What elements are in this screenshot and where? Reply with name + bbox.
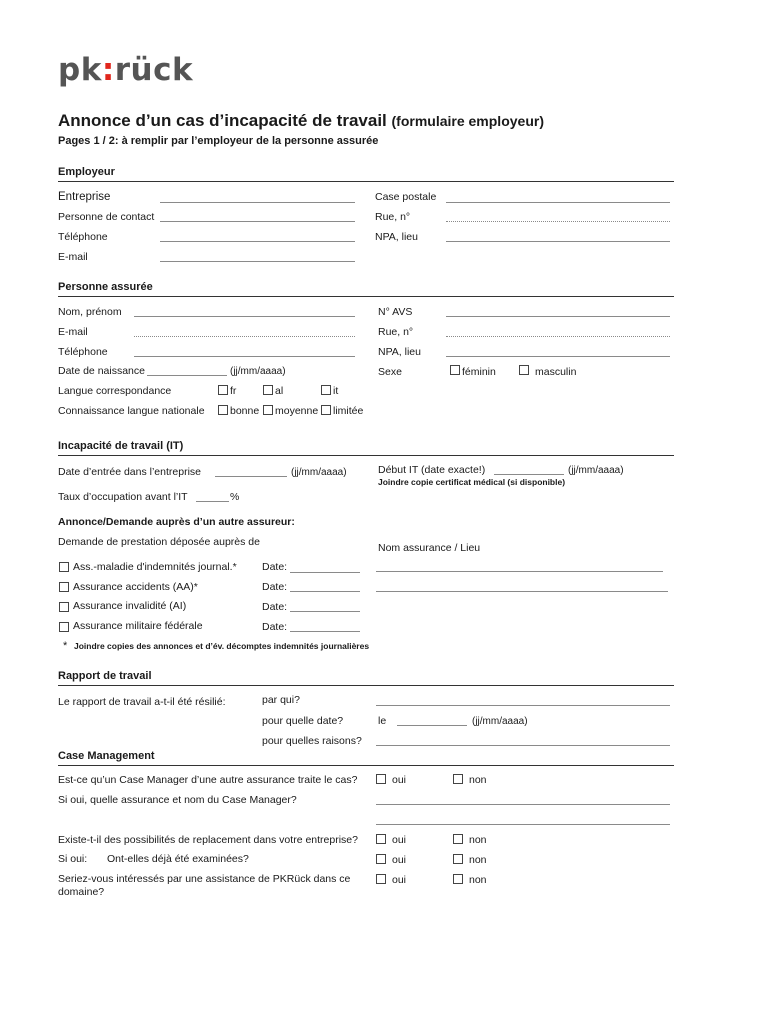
label-replacement-oui: oui bbox=[392, 834, 407, 846]
label-moyenne: moyenne bbox=[275, 405, 319, 417]
label-date-assurance-militaire: Date: bbox=[262, 621, 288, 633]
section-incapacite: Incapacité de travail (IT) bbox=[58, 440, 674, 456]
input-email-employeur[interactable] bbox=[160, 261, 355, 262]
checkbox-replacement-non[interactable] bbox=[453, 834, 463, 844]
input-entreprise[interactable] bbox=[160, 202, 355, 203]
label-assurance-militaire: Assurance militaire fédérale bbox=[73, 620, 203, 632]
checkbox-limitee[interactable] bbox=[321, 405, 331, 415]
label-assistance-non: non bbox=[469, 874, 487, 886]
input-taux-occupation[interactable] bbox=[196, 501, 229, 502]
input-rue-employeur[interactable] bbox=[446, 221, 670, 222]
input-nom-assurance-accidents[interactable] bbox=[376, 591, 668, 592]
input-email-assure[interactable] bbox=[134, 336, 355, 337]
label-email-employeur: E-mail bbox=[58, 251, 88, 263]
section-rapport-travail: Rapport de travail bbox=[58, 670, 674, 686]
input-date-ass-maladie[interactable] bbox=[290, 572, 360, 573]
label-email-assure: E-mail bbox=[58, 326, 88, 338]
section-employeur: Employeur bbox=[58, 166, 674, 182]
label-le: le bbox=[378, 715, 387, 727]
input-date-entree[interactable] bbox=[215, 476, 287, 477]
section-personne-assuree: Personne assurée bbox=[58, 281, 674, 297]
checkbox-langue-al[interactable] bbox=[263, 385, 273, 395]
note-asterisk: * bbox=[63, 640, 68, 652]
input-personne-contact[interactable] bbox=[160, 221, 355, 222]
label-masculin: masculin bbox=[535, 366, 577, 378]
input-npa-employeur[interactable] bbox=[446, 241, 670, 242]
section-case-management: Case Management bbox=[58, 750, 674, 766]
input-rue-assure[interactable] bbox=[446, 336, 670, 337]
input-date-assurance-accidents[interactable] bbox=[290, 591, 360, 592]
label-assurance-invalidite: Assurance invalidité (AI) bbox=[73, 600, 187, 612]
label-examinees-non: non bbox=[469, 854, 487, 866]
label-taux-occupation: Taux d’occupation avant l’IT bbox=[58, 491, 188, 503]
label-assurance-accidents: Assurance accidents (AA)* bbox=[73, 581, 198, 593]
logo-text-left: pk bbox=[58, 52, 102, 88]
label-cm-non: non bbox=[469, 774, 487, 786]
form-subtitle: Pages 1 / 2: à remplir par l’employeur de la personne assurée bbox=[58, 135, 379, 147]
checkbox-bonne[interactable] bbox=[218, 405, 228, 415]
label-date-assurance-accidents: Date: bbox=[262, 581, 288, 593]
checkbox-replacement-oui[interactable] bbox=[376, 834, 386, 844]
input-case-postale[interactable] bbox=[446, 202, 670, 203]
label-q-examinees: Ont-elles déjà été examinées? bbox=[107, 853, 249, 865]
label-pour-quelles-raisons: pour quelles raisons? bbox=[262, 735, 362, 747]
form-title bbox=[58, 111, 544, 131]
label-langue-fr: fr bbox=[230, 385, 237, 397]
label-personne-contact: Personne de contact bbox=[58, 211, 155, 223]
input-date-assurance-invalidite[interactable] bbox=[290, 611, 360, 612]
label-date-ass-maladie: Date: bbox=[262, 561, 288, 573]
label-feminin: féminin bbox=[462, 366, 496, 378]
label-rue-employeur: Rue, n° bbox=[375, 211, 411, 223]
label-examinees-oui: oui bbox=[392, 854, 407, 866]
input-telephone-assure[interactable] bbox=[134, 356, 355, 357]
label-langue: Langue correspondance bbox=[58, 385, 172, 397]
label-case-postale: Case postale bbox=[375, 191, 437, 203]
label-replacement-non: non bbox=[469, 834, 487, 846]
logo-colon: : bbox=[101, 52, 115, 88]
label-si-oui: Si oui: bbox=[58, 853, 88, 865]
checkbox-assistance-non[interactable] bbox=[453, 874, 463, 884]
label-nom-prenom: Nom, prénom bbox=[58, 306, 122, 318]
label-date-naissance: Date de naissance bbox=[58, 365, 145, 377]
heading-annonce: Annonce/Demande auprès d’un autre assureur: bbox=[58, 516, 295, 528]
input-raisons[interactable] bbox=[376, 745, 670, 746]
label-debut-it: Début IT (date exacte!) bbox=[378, 464, 486, 476]
label-cm-oui: oui bbox=[392, 774, 407, 786]
label-ass-maladie: Ass.-maladie d'indemnités journal.* bbox=[73, 561, 237, 573]
checkbox-feminin[interactable] bbox=[450, 365, 460, 375]
input-npa-assure[interactable] bbox=[446, 356, 670, 357]
checkbox-cm-oui[interactable] bbox=[376, 774, 386, 784]
checkbox-cm-non[interactable] bbox=[453, 774, 463, 784]
label-rapport-resilie: Le rapport de travail a-t-il été résilié: bbox=[58, 696, 226, 708]
label-nom-assurance: Nom assurance / Lieu bbox=[378, 542, 481, 554]
label-q-assistance: Seriez-vous intéressés par une assistance de PKRück dans ce bbox=[58, 873, 351, 885]
label-telephone-employeur: Téléphone bbox=[58, 231, 108, 243]
checkbox-assistance-oui[interactable] bbox=[376, 874, 386, 884]
input-date-resiliation[interactable] bbox=[397, 725, 467, 726]
label-npa-assure: NPA, lieu bbox=[378, 346, 421, 358]
label-q-assistance-domaine: domaine? bbox=[58, 886, 105, 898]
checkbox-assurance-invalidite[interactable] bbox=[59, 602, 69, 612]
label-demande-prestation: Demande de prestation déposée auprès de bbox=[58, 536, 260, 548]
checkbox-langue-fr[interactable] bbox=[218, 385, 228, 395]
checkbox-assurance-accidents[interactable] bbox=[59, 582, 69, 592]
input-debut-it[interactable] bbox=[494, 474, 564, 475]
note-joindre-copies: Joindre copies des annonces et d’év. décomptes indemnités journalières bbox=[74, 641, 370, 651]
label-bonne: bonne bbox=[230, 405, 260, 417]
label-rue-assure: Rue, n° bbox=[378, 326, 414, 338]
label-telephone-assure: Téléphone bbox=[58, 346, 108, 358]
input-assurance-case-manager[interactable] bbox=[376, 804, 670, 805]
label-connaissance-langue: Connaissance langue nationale bbox=[58, 405, 205, 417]
label-q-quelle-assurance: Si oui, quelle assurance et nom du Case Manager? bbox=[58, 794, 297, 806]
input-date-assurance-militaire[interactable] bbox=[290, 631, 360, 632]
checkbox-moyenne[interactable] bbox=[263, 405, 273, 415]
form-title-main: Annonce d’un cas d’incapacité de travail bbox=[58, 111, 387, 130]
input-telephone-employeur[interactable] bbox=[160, 241, 355, 242]
checkbox-ass-maladie[interactable] bbox=[59, 562, 69, 572]
label-percent: % bbox=[230, 491, 240, 503]
label-date-assurance-invalidite: Date: bbox=[262, 601, 288, 613]
checkbox-assurance-militaire[interactable] bbox=[59, 622, 69, 632]
format-debut-it: (jj/mm/aaaa) bbox=[568, 465, 624, 476]
label-npa-employeur: NPA, lieu bbox=[375, 231, 418, 243]
format-date-naissance: (jj/mm/aaaa) bbox=[230, 366, 286, 377]
form-title-sub: (formulaire employeur) bbox=[391, 113, 544, 129]
label-langue-it: it bbox=[333, 385, 339, 397]
checkbox-masculin[interactable] bbox=[519, 365, 529, 375]
label-par-qui: par qui? bbox=[262, 694, 300, 706]
label-langue-al: al bbox=[275, 385, 284, 397]
input-avs[interactable] bbox=[446, 316, 670, 317]
label-assistance-oui: oui bbox=[392, 874, 407, 886]
checkbox-examinees-oui[interactable] bbox=[376, 854, 386, 864]
label-pour-quelle-date: pour quelle date? bbox=[262, 715, 344, 727]
label-sexe: Sexe bbox=[378, 366, 402, 378]
label-avs: N° AVS bbox=[378, 306, 413, 318]
format-date-resiliation: (jj/mm/aaaa) bbox=[472, 716, 528, 727]
input-date-naissance[interactable] bbox=[147, 375, 227, 376]
input-par-qui[interactable] bbox=[376, 705, 670, 706]
input-assurance-case-manager-2[interactable] bbox=[376, 824, 670, 825]
input-nom-prenom[interactable] bbox=[134, 316, 355, 317]
input-nom-ass-maladie[interactable] bbox=[376, 571, 663, 572]
checkbox-examinees-non[interactable] bbox=[453, 854, 463, 864]
label-q-case-manager: Est-ce qu’un Case Manager d’une autre assurance traite le cas? bbox=[58, 774, 358, 786]
checkbox-langue-it[interactable] bbox=[321, 385, 331, 395]
label-entreprise: Entreprise bbox=[58, 191, 111, 203]
label-q-replacement: Existe-t-il des possibilités de replacement dans votre entreprise? bbox=[58, 834, 358, 846]
label-limitee: limitée bbox=[333, 405, 364, 417]
label-date-entree: Date d’entrée dans l’entreprise bbox=[58, 466, 202, 478]
note-certificat: Joindre copie certificat médical (si disponible) bbox=[378, 477, 566, 487]
logo-text-right: rück bbox=[114, 52, 194, 88]
format-date-entree: (jj/mm/aaaa) bbox=[291, 467, 347, 478]
logo bbox=[58, 52, 193, 88]
